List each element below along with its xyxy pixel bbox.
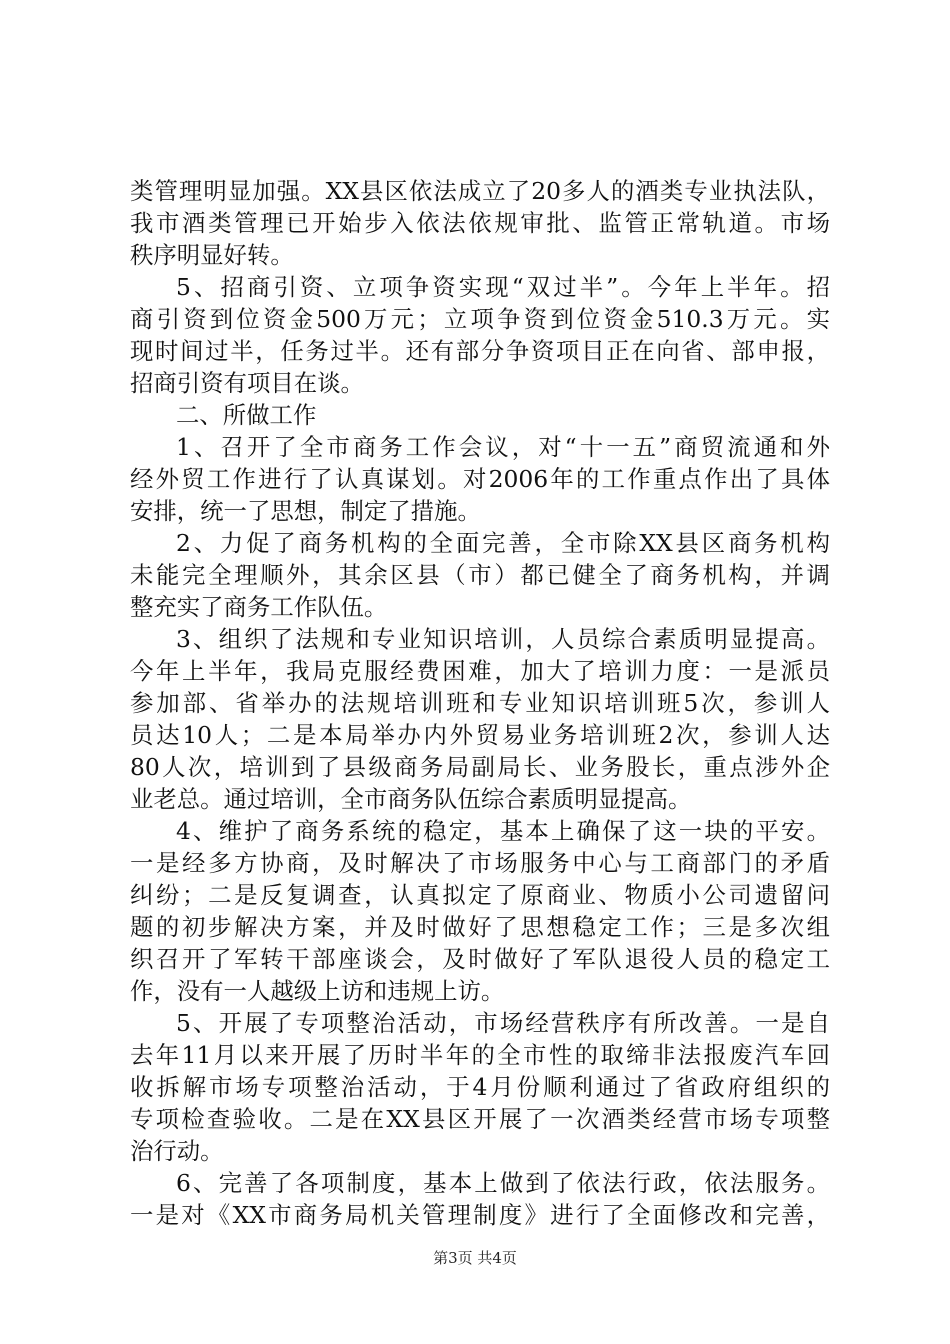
text-line: 经外贸工作进行了认真谋划。对2006年的工作重点作出了具体 (130, 465, 830, 493)
text-line: 员达10人；二是本局举办内外贸易业务培训班2次，参训人达 (130, 721, 830, 749)
text-line: 业老总。通过培训，全市商务队伍综合素质明显提高。 (130, 785, 692, 813)
text-line: 3、组织了法规和专业知识培训，人员综合素质明显提高。 (176, 625, 830, 653)
text-line: 一是经多方协商，及时解决了市场服务中心与工商部门的矛盾 (130, 849, 830, 877)
text-line: 类管理明显加强。XX县区依法成立了20多人的酒类专业执法队， (130, 177, 830, 205)
text-line: 商引资到位资金500万元；立项争资到位资金510.3万元。实 (130, 305, 830, 333)
text-line: 招商引资有项目在谈。 (130, 369, 364, 397)
text-line: 治行动。 (130, 1137, 224, 1165)
text-line: 2、力促了商务机构的全面完善，全市除XX县区商务机构 (176, 529, 830, 557)
text-line: 纠纷；二是反复调查，认真拟定了原商业、物质小公司遗留问 (130, 881, 830, 909)
section-heading: 二、所做工作 (176, 401, 317, 429)
text-line: 5、开展了专项整治活动，市场经营秩序有所改善。一是自 (176, 1009, 830, 1037)
text-line: 专项检查验收。二是在XX县区开展了一次酒类经营市场专项整 (130, 1105, 830, 1133)
text-line: 6、完善了各项制度，基本上做到了依法行政，依法服务。 (176, 1169, 830, 1197)
text-line: 未能完全理顺外，其余区县（市）都已健全了商务机构，并调 (130, 561, 830, 589)
text-line: 安排，统一了思想，制定了措施。 (130, 497, 481, 525)
text-line: 收拆解市场专项整治活动，于4月份顺利通过了省政府组织的 (130, 1073, 830, 1101)
text-line: 5、招商引资、立项争资实现“双过半”。今年上半年。招 (176, 273, 830, 301)
text-line: 织召开了军转干部座谈会，及时做好了军队退役人员的稳定工 (130, 945, 830, 973)
text-line: 我市酒类管理已开始步入依法依规审批、监管正常轨道。市场 (130, 209, 830, 237)
text-line: 今年上半年，我局克服经费困难，加大了培训力度：一是派员 (130, 657, 830, 685)
text-line: 秩序明显好转。 (130, 241, 294, 269)
text-line: 4、维护了商务系统的稳定，基本上确保了这一块的平安。 (176, 817, 830, 845)
text-line: 参加部、省举办的法规培训班和专业知识培训班5次，参训人 (130, 689, 830, 717)
page-number-footer: 第3页 共4页 (433, 1249, 517, 1267)
text-line: 1、召开了全市商务工作会议，对“十一五”商贸流通和外 (176, 433, 830, 461)
text-line: 80人次，培训到了县级商务局副局长、业务股长，重点涉外企 (130, 753, 830, 781)
text-line: 整充实了商务工作队伍。 (130, 593, 388, 621)
text-line: 一是对《XX市商务局机关管理制度》进行了全面修改和完善， (130, 1201, 830, 1229)
text-line: 题的初步解决方案，并及时做好了思想稳定工作；三是多次组 (130, 913, 830, 941)
text-line: 作，没有一人越级上访和违规上访。 (130, 977, 505, 1005)
text-line: 去年11月以来开展了历时半年的全市性的取缔非法报废汽车回 (130, 1041, 830, 1069)
text-line: 现时间过半，任务过半。还有部分争资项目正在向省、部申报， (130, 337, 830, 365)
